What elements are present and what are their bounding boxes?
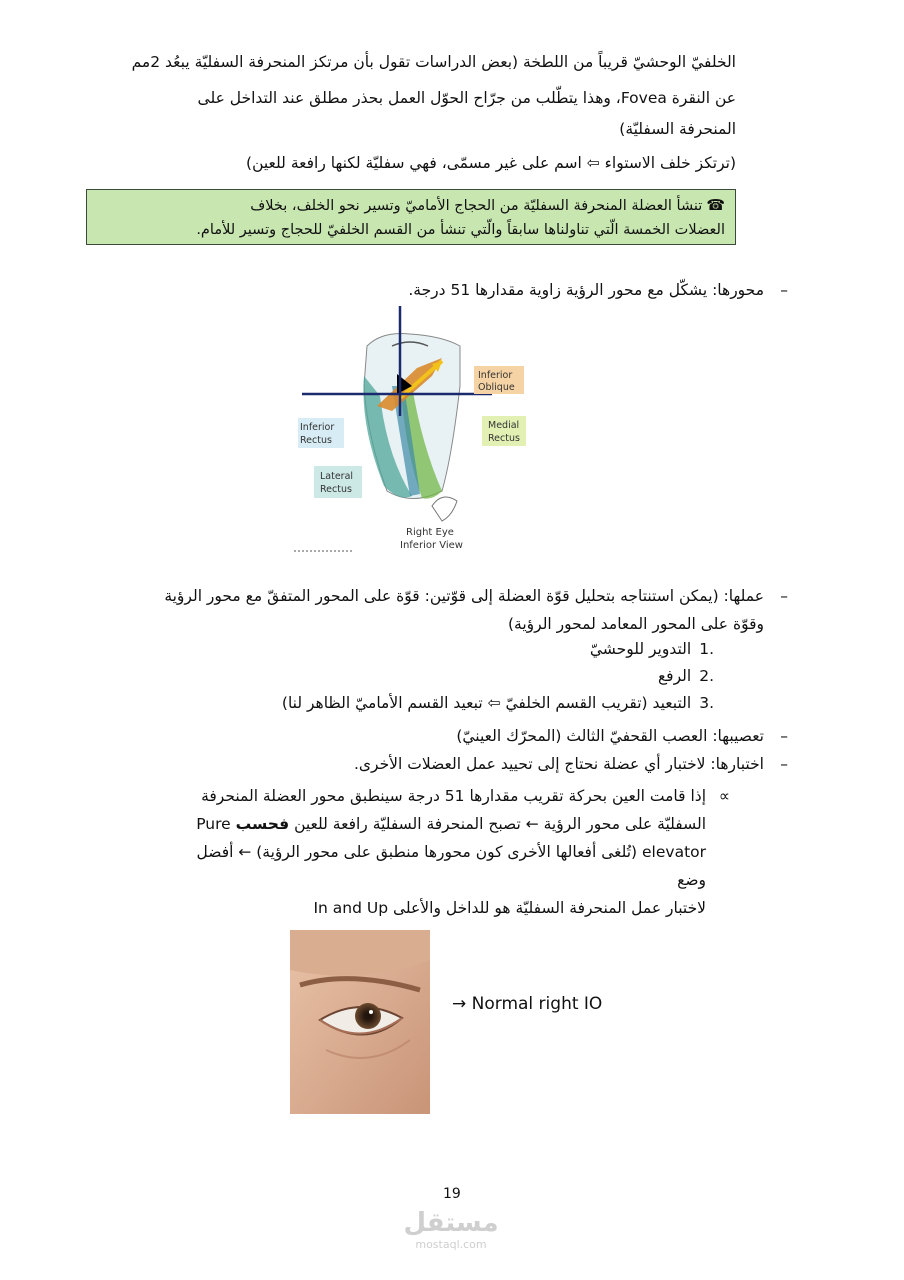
watermark-main: مستقل [403,1208,499,1238]
dash-bullet: – [780,727,788,745]
paragraph-line: الخلفيّ الوحشيّ قريباً من اللطخة (بعض الدراسات تقول بأن مرتكز المنحرفة السفليّة يبعُد 2مم [131,53,736,71]
list-item [194,690,714,717]
axis-text: محورها: يشكّل مع محور الرؤية زاوية مقدارها 51 درجة. [408,281,764,299]
page-number: 19 [443,1186,461,1202]
watermark [395,1208,507,1256]
lateral-rectus-label: Lateral [320,471,354,482]
detail-bold-text: فحسب [235,815,290,833]
list-number: .2 [699,667,714,685]
list-text: التبعيد (تقريب القسم الخلفيّ ⇦ تبعيد القسم الأماميّ الظاهر لنا) [281,694,692,712]
detail-text: Pure [196,815,236,833]
note-line: العضلات الخمسة الّتي تناولناها سابقاً والّتي تنشأ من القسم الخلفيّ للحجاج وتسير للأمام. [196,222,725,238]
axis-bullet [84,276,788,304]
list-number: .1 [699,640,714,658]
eye-photo [290,930,430,1114]
inferior-rectus-label: Rectus [300,435,332,446]
iris [355,1003,381,1029]
medial-rectus-label: Rectus [488,433,520,444]
testing-text: اختبارها: لاختبار أي عضلة نحتاج إلى تحييد عمل العضلات الأخرى. [353,755,764,773]
list-item [194,663,714,690]
innervation-text: تعصيبها: العصب القحفيّ الثالث (المحرّك العينيّ) [456,727,764,745]
list-item [194,636,714,663]
detail-line [166,810,706,838]
dash-bullet: – [780,281,788,299]
phone-icon: ☎ [706,196,725,214]
testing-bullet [84,750,788,778]
eye-highlight [369,1010,373,1014]
detail-line: إذا قامت العين بحركة تقريب مقدارها 51 درجة سينطبق محور العضلة المنحرفة [201,787,706,805]
actions-list [194,636,714,717]
detail-line: لاختبار عمل المنحرفة السفليّة هو للداخل والأعلى In and Up [313,899,706,917]
list-text: التدوير للوحشيّ [589,640,692,658]
view-label: Inferior View [400,540,463,551]
detail-line: elevator (تُلغى أفعالها الأخرى كون محورها منطبق على محور الرؤية) ← أفضل وضع [196,843,706,889]
highlight-note-box [86,189,736,245]
orbit-bone-outline [432,497,457,521]
testing-detail [166,782,730,922]
list-number: .3 [699,694,714,712]
paragraph-line: (ترتكز خلف الاستواء ⇦ اسم على غير مسمّى، فهي سفليّة لكنها رافعة للعين) [246,154,736,172]
eye-muscle-diagram [292,306,528,554]
photo-caption: → Normal right IO [452,994,603,1014]
note-text: تنشأ العضلة المنحرفة السفليّة من الحجاج الأماميّ وتسير نحو الخلف، بخلاف [250,198,703,214]
inferior-oblique-label: Oblique [478,382,515,393]
proportional-symbol: ∝ [718,787,730,805]
inferior-oblique-label: Inferior [478,370,513,381]
innervation-bullet [84,722,788,750]
list-text: الرفع [657,667,692,685]
function-line: وقوّة على المحور المعامد لمحور الرؤية) [508,615,764,633]
function-bullet [84,582,788,638]
dash-bullet: – [780,587,788,605]
function-line: عملها: (يمكن استنتاجه بتحليل قوّة العضلة إلى قوّتين: قوّة على المحور المتفقّ مع محور الرؤية [164,587,764,605]
paragraph-line: عن النقرة Fovea، وهذا يتطّلب من جرّاح الحوّل العمل بحذر مطلق عند التداخل على [197,89,736,107]
note-line [97,193,725,218]
inferior-rectus-label: Inferior [300,422,335,433]
lateral-rectus-label: Rectus [320,484,352,495]
watermark-sub: mostaql.com [415,1238,487,1251]
paragraph-line: المنحرفة السفليّة) [619,120,736,138]
view-label: Right Eye [406,527,454,538]
medial-rectus-label: Medial [488,420,520,431]
detail-text: السفليّة على محور الرؤية ← تصبح المنحرفة السفليّة رافعة للعين [289,815,706,833]
dash-bullet: – [780,755,788,773]
